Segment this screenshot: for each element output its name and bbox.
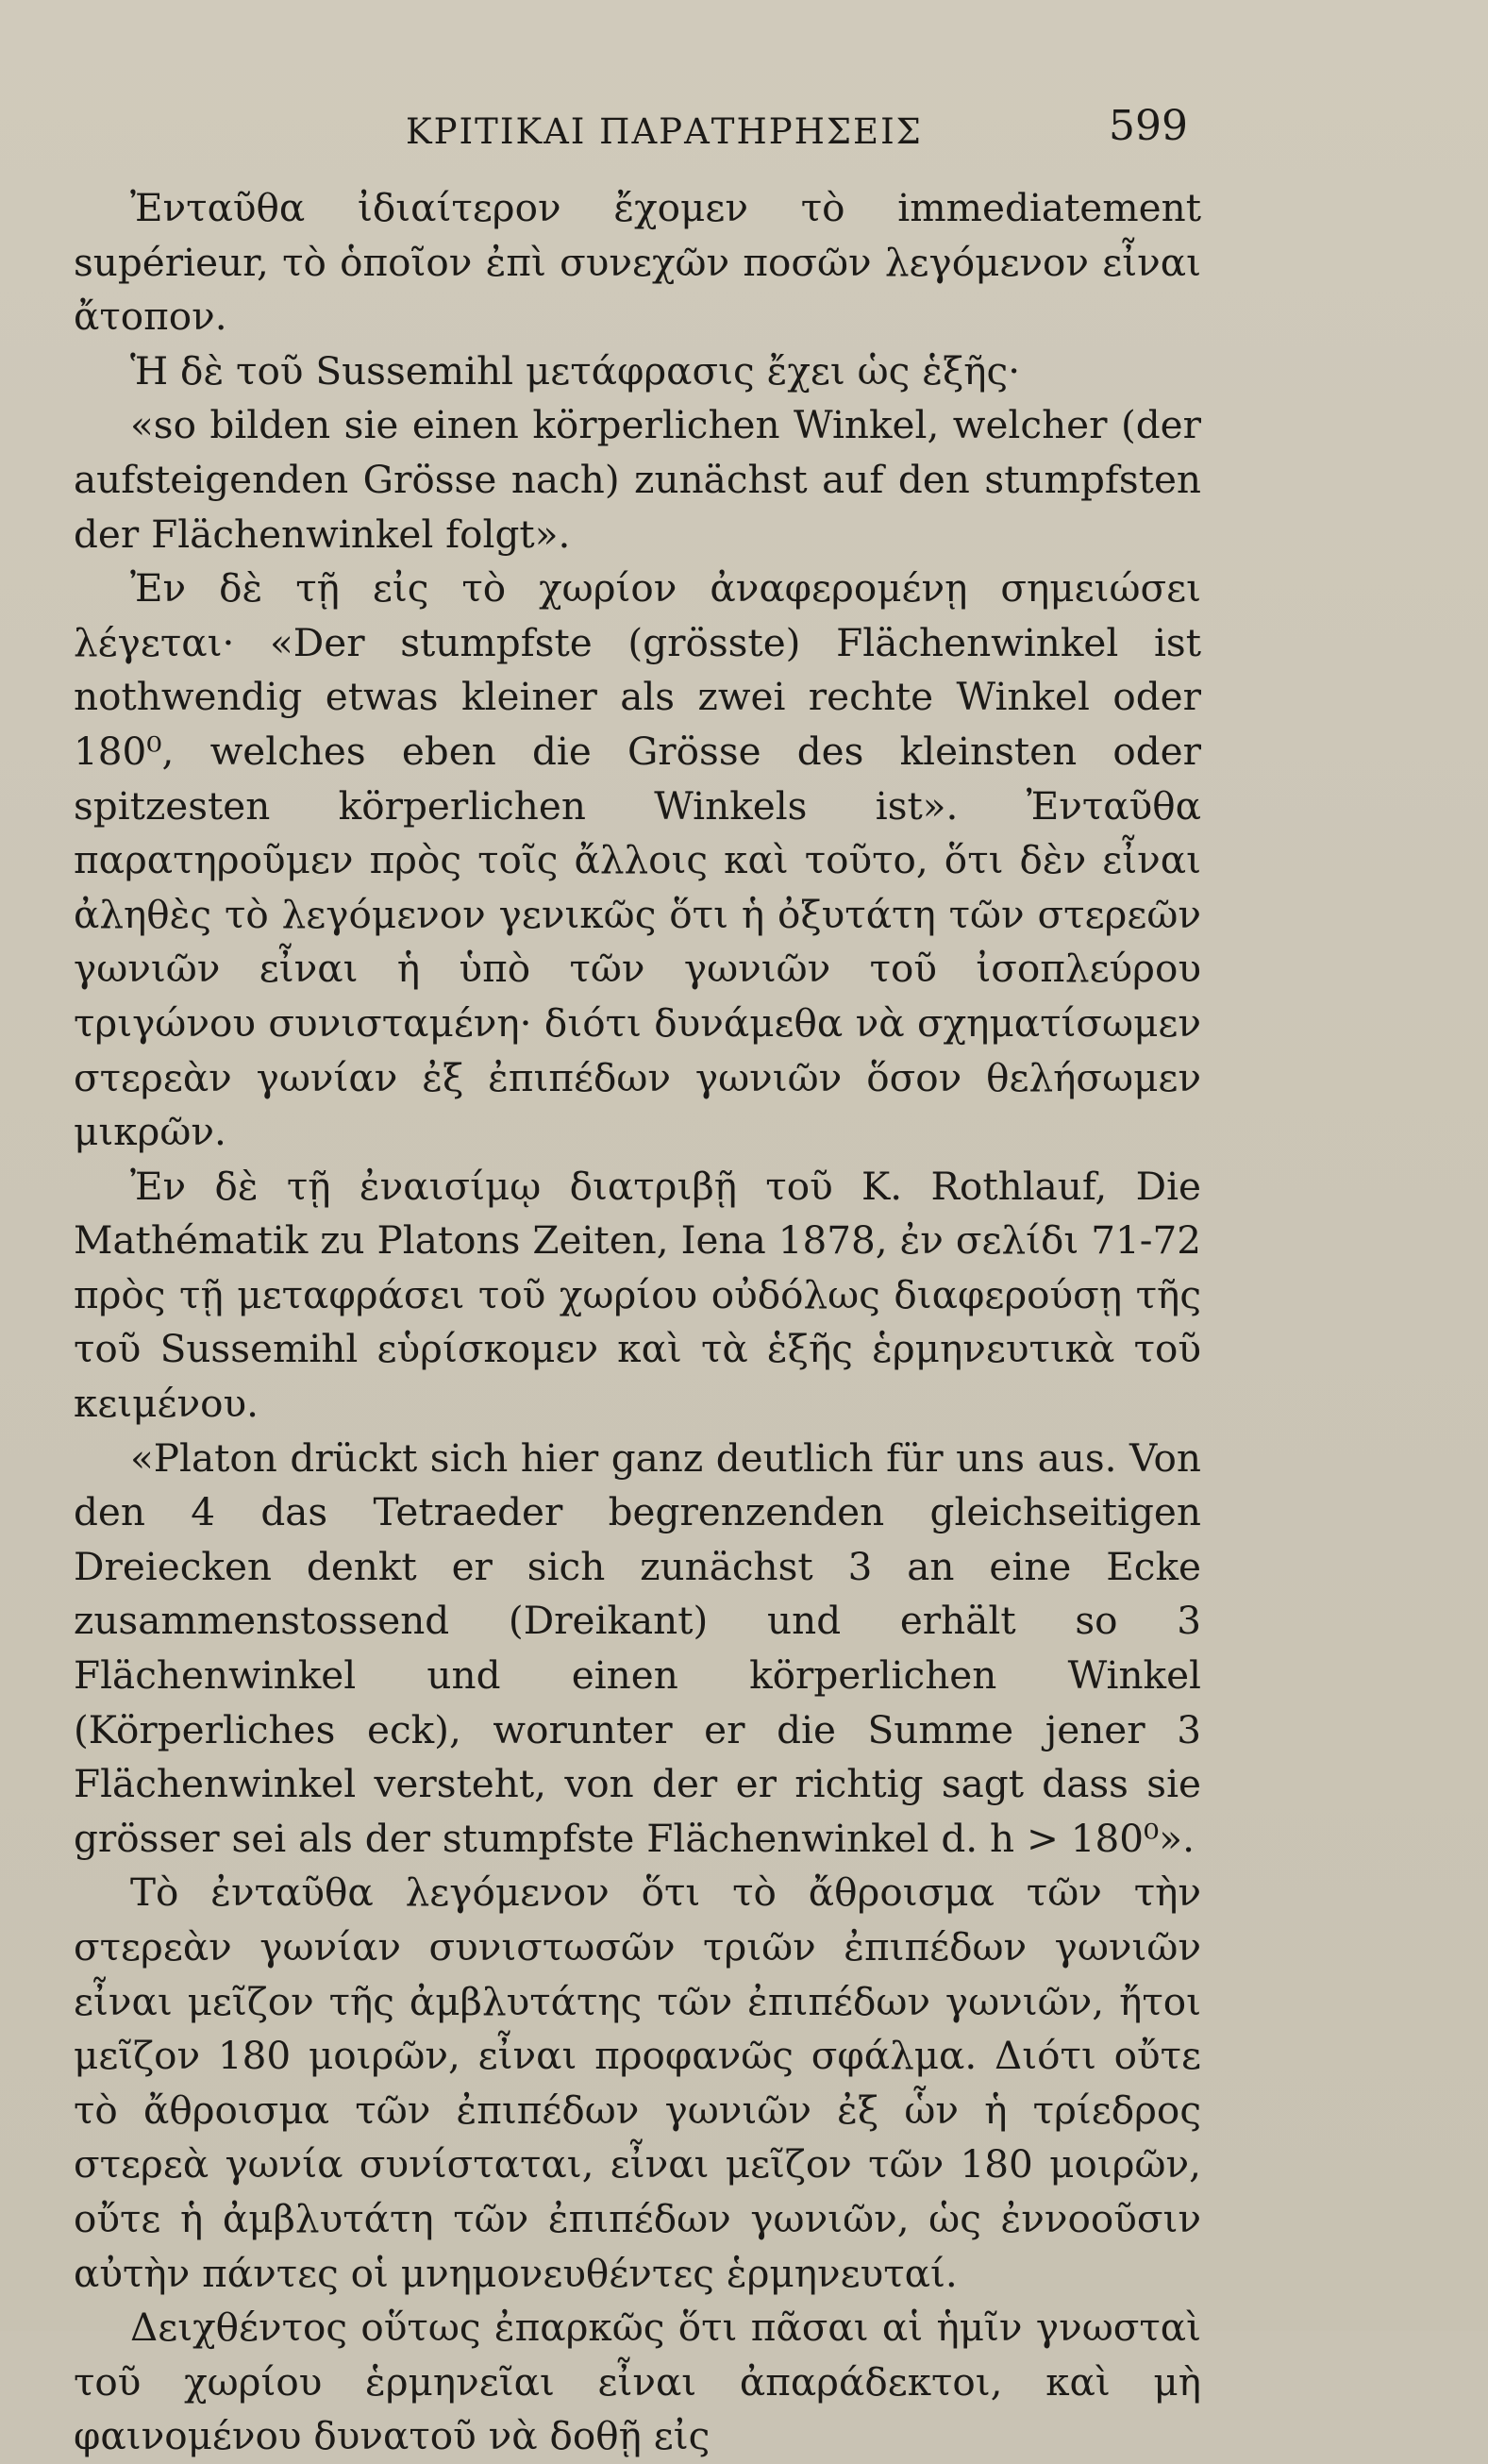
paragraph-5: Τὸ ἐνταῦθα λεγόμενον ὅτι τὸ ἄθροισμα τῶν τὴν στερεὰν γωνίαν συνιστωσῶν τριῶν ἐπιπέδων γωνιῶν εἶναι μεῖζον τῆς ἀμβλυτάτης τῶν ἐπιπέδων γωνιῶν, ἤτοι μεῖζον 180 μοιρῶν, εἶναι προφανῶς σφάλμα. Διότι οὔτε τὸ ἄθροισμα τῶν ἐπιπέδων γωνιῶν ἐξ ὧν ἡ τρίεδρος στερεὰ γωνία συνίσταται, εἶναι μεῖζον τῶν 180 μοιρῶν, οὔτε ἡ ἀμβλυτάτη τῶν ἐπιπέδων γωνιῶν, ὡς ἐννοοῦσιν αὐτὴν πάντες οἱ μνημονευθέντες ἑρμηνευταί. — [74, 1869, 1201, 2296]
running-head: ΚΡΙΤΙΚΑΙ ΠΑΡΑΤΗΡΗΣΕΙΣ — [406, 111, 923, 152]
paragraph-1: Ἐνταῦθα ἰδιαίτερον ἔχομεν τὸ immediatement supérieur, τὸ ὁποῖον ἐπὶ συνεχῶν ποσῶν λεγόμενον εἶναι ἄτοπον. — [74, 185, 1201, 340]
paragraph-2: Ἡ δὲ τοῦ Sussemihl μετάφρασις ἔχει ὡς ἑξῆς· — [130, 347, 1021, 394]
paragraph-6: Δειχθέντος οὕτως ἐπαρκῶς ὅτι πᾶσαι αἱ ἡμῖν γνωσταὶ τοῦ χωρίου ἑρμηνεῖαι εἶναι ἀπαράδεκτοι, καὶ μὴ φαινομένου δυνατοῦ νὰ δοθῇ εἰς — [74, 2305, 1201, 2459]
paragraph-3: Ἐν δὲ τῇ εἰς τὸ χωρίον ἀναφερομένῃ σημειώσει λέγεται· «Der stumpfste (grösste) Flächenwinkel ist nothwendig etwas kleiner als zwei rechte Winkel oder 180⁰, welches eben die Grösse des kleinsten oder spitzesten körperlichen Winkels ist». Ἐνταῦθα παρατηροῦμεν πρὸς τοῖς ἄλλοις καὶ τοῦτο, ὅτι δὲν εἶναι ἀληθὲς τὸ λεγόμενον γενικῶς ὅτι ἡ ὀξυτάτη τῶν στερεῶν γωνιῶν εἶναι ἡ ὑπὸ τῶν γωνιῶν τοῦ ἰσοπλεύρου τριγώνου συνισταμένη· διότι δυνάμεθα νὰ σχηματίσωμεν στερεὰν γωνίαν ἐξ ἐπιπέδων γωνιῶν ὅσον θελήσωμεν μικρῶν. — [74, 565, 1201, 1155]
paragraph-4: Ἐν δὲ τῇ ἐναισίμῳ διατριβῇ τοῦ K. Rothlauf, Die Mathématik zu Platons Zeiten, Iena 1878, ἐν σελίδι 71-72 πρὸς τῇ μεταφράσει τοῦ χωρίου οὐδόλως διαφερούσῃ τῆς τοῦ Sussemihl εὑρίσκομεν καὶ τὰ ἑξῆς ἑρμηνευτικὰ τοῦ κειμένου. — [74, 1163, 1201, 1427]
page-header — [0, 102, 1488, 159]
quote-sussemihl: «so bilden sie einen körperlichen Winkel, welcher (der aufsteigenden Grösse nach) zunächst auf den stumpfsten der Flächenwinkel folgt». — [74, 402, 1201, 557]
page-number: 599 — [1109, 102, 1188, 150]
body-text — [74, 181, 1201, 2464]
quote-rothlauf: «Platon drückt sich hier ganz deutlich für uns aus. Von den 4 das Tetraeder begrenzenden gleichseitigen Dreiecken denkt er sich zunächst 3 an eine Ecke zusammenstossend (Dreikant) und erhält so 3 Flächenwinkel und einen körperlichen Winkel (Körperliches eck), worunter er die Summe jener 3 Flächenwinkel versteht, von der er richtig sagt dass sie grösser sei als der stumpfste Flächenwinkel d. h > 180⁰». — [74, 1434, 1201, 1861]
